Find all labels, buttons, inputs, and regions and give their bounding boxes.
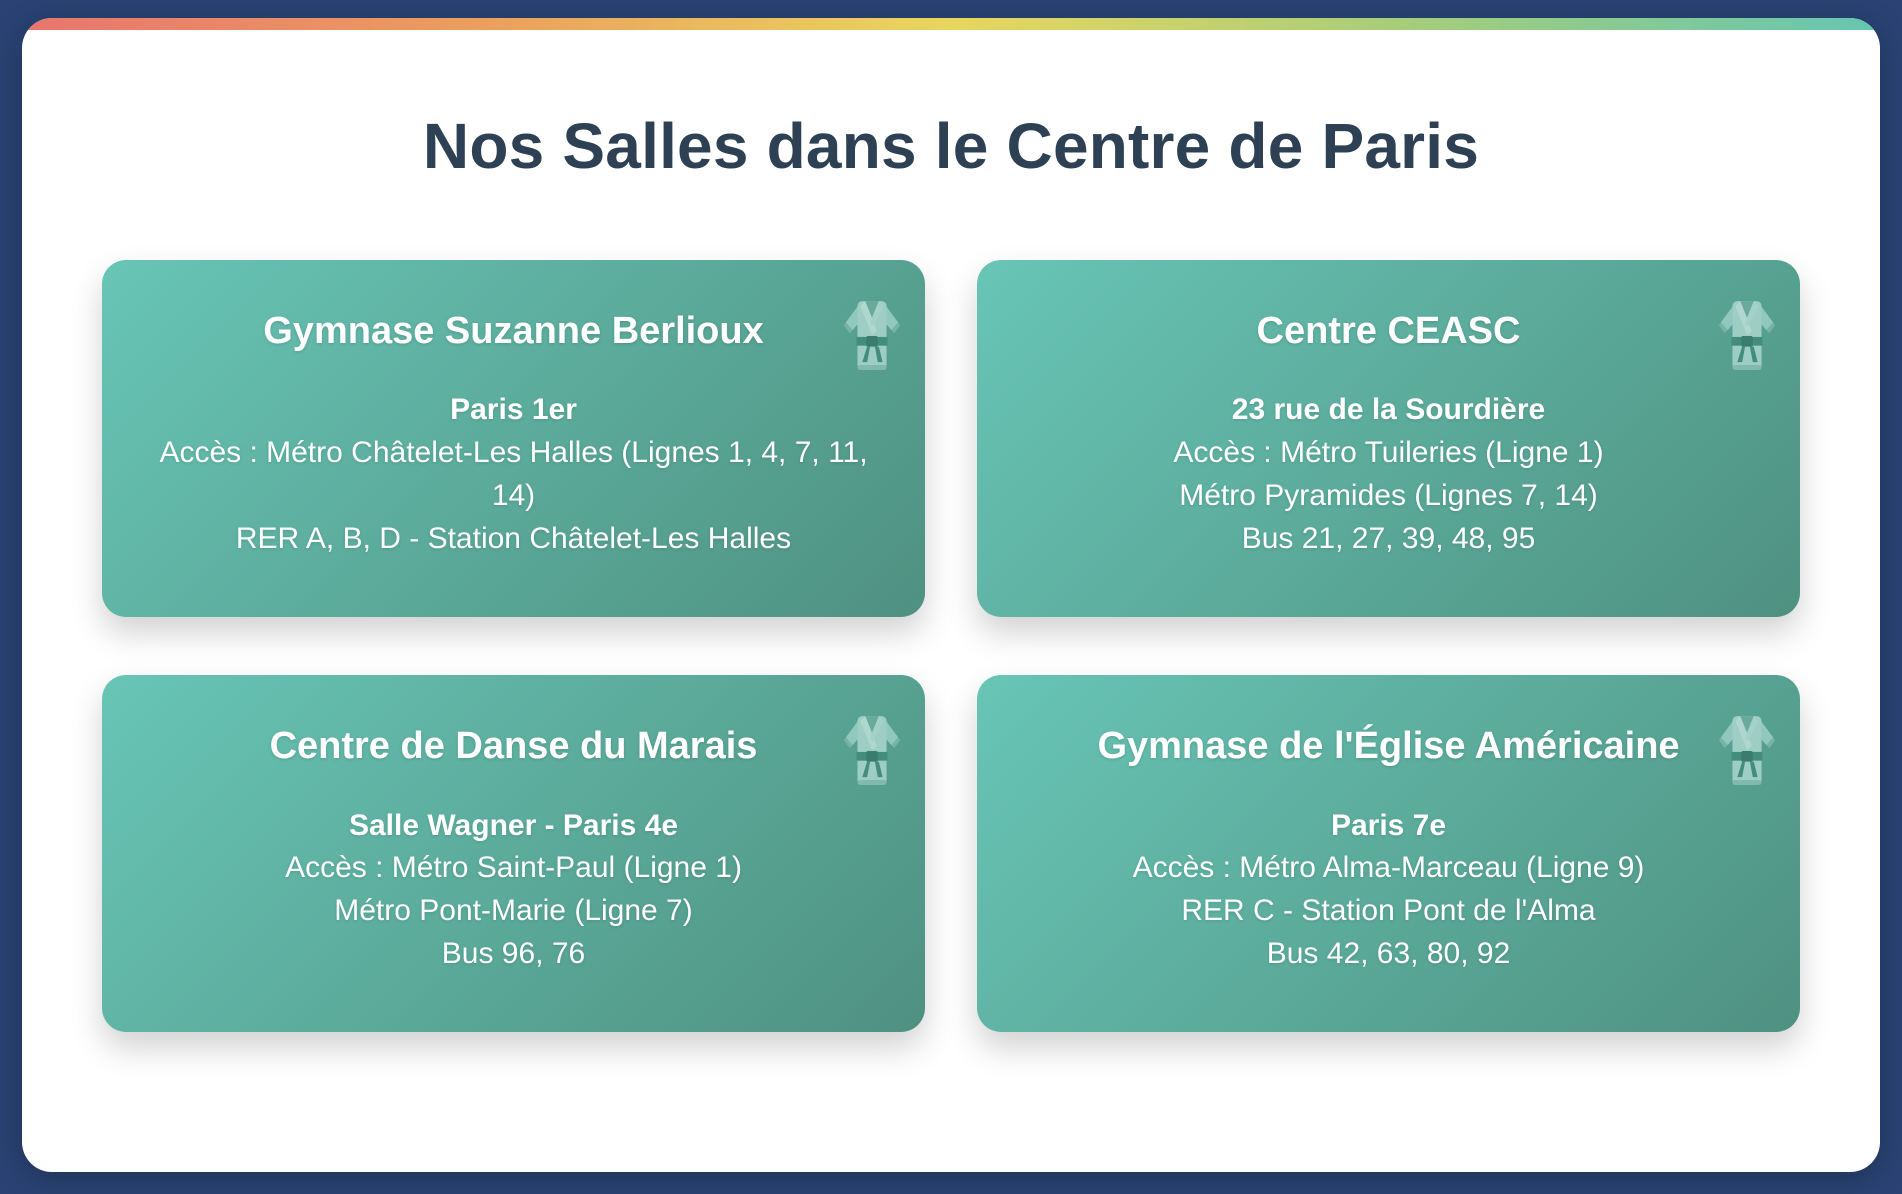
venue-access-line: Accès : Métro Alma-Marceau (Ligne 9) (1132, 851, 1645, 885)
venue-details (1013, 389, 1764, 561)
venue-access-line: Bus 21, 27, 39, 48, 95 (1241, 521, 1536, 555)
venue-access-line: Métro Pyramides (Lignes 7, 14) (1179, 479, 1598, 513)
venue-access-lines (138, 432, 889, 561)
venue-details (1013, 805, 1764, 977)
venue-access-lines (1013, 847, 1764, 976)
venue-name: Centre de Danse du Marais (269, 724, 758, 767)
venue-access-line: Bus 96, 76 (441, 937, 586, 971)
venue-access-line: Accès : Métro Châtelet-Les Halles (Lignes 1, 4, 7, 11, 14) (159, 436, 868, 513)
venue-location: Paris 7e (1330, 808, 1447, 842)
venue-location: Salle Wagner - Paris 4e (348, 808, 679, 842)
venue-location: Paris 1er (450, 393, 577, 427)
venues-grid (22, 260, 1880, 1033)
venue-access-line: RER A, B, D - Station Châtelet-Les Halles (235, 521, 792, 555)
venue-access-line: Accès : Métro Saint-Paul (Ligne 1) (285, 851, 742, 885)
venue-access-line: Métro Pont-Marie (Ligne 7) (334, 894, 693, 928)
venue-card (977, 260, 1800, 617)
martial-arts-uniform-icon (1716, 711, 1778, 789)
venue-details (138, 805, 889, 977)
content-panel (22, 18, 1880, 1172)
martial-arts-uniform-icon (1716, 296, 1778, 374)
venue-name: Centre CEASC (1256, 309, 1521, 352)
venue-card (977, 675, 1800, 1032)
page-title: Nos Salles dans le Centre de Paris (422, 110, 1480, 182)
venue-card (102, 675, 925, 1032)
venue-location: 23 rue de la Sourdière (1231, 393, 1546, 427)
venue-access-line: Accès : Métro Tuileries (Ligne 1) (1173, 436, 1604, 470)
venue-card (102, 260, 925, 617)
venue-access-line: RER C - Station Pont de l'Alma (1181, 894, 1596, 928)
martial-arts-uniform-icon (841, 296, 903, 374)
venue-access-lines (1013, 432, 1764, 561)
martial-arts-uniform-icon (841, 711, 903, 789)
venue-name: Gymnase Suzanne Berlioux (263, 309, 764, 352)
venue-details (138, 389, 889, 561)
venue-name: Gymnase de l'Église Américaine (1097, 724, 1680, 767)
venue-access-lines (138, 847, 889, 976)
venue-access-line: Bus 42, 63, 80, 92 (1266, 937, 1511, 971)
accent-gradient-stripe (22, 18, 1880, 30)
